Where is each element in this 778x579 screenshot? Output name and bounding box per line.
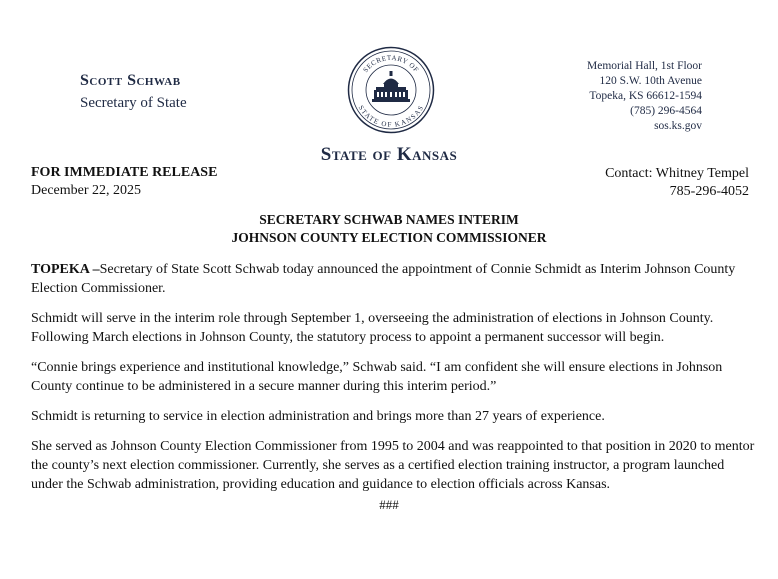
seal-bottom-text: STATE OF KANSAS — [356, 104, 426, 129]
agency-address-block — [587, 59, 702, 134]
state-seal-logo — [347, 46, 435, 134]
capitol-building-icon — [372, 71, 410, 102]
release-date: December 22, 2025 — [31, 183, 142, 198]
address-phone: (785) 296-4564 — [630, 105, 702, 117]
body-paragraph — [31, 260, 756, 298]
contact-phone: 785-296-4052 — [669, 184, 749, 199]
headline — [0, 211, 778, 247]
address-line: Topeka, KS 66612-1594 — [589, 90, 702, 102]
body-paragraph: Schmidt is returning to service in election administration and brings more than 27 years of experience. — [31, 409, 605, 424]
headline-line: JOHNSON COUNTY ELECTION COMMISSIONER — [231, 230, 547, 245]
contact-block — [605, 165, 749, 201]
sender-name: Scott Schwab — [80, 72, 181, 89]
address-website: sos.ks.gov — [654, 120, 702, 132]
headline-line: SECRETARY SCHWAB NAMES INTERIM — [259, 212, 519, 227]
seal-top-text: SECRETARY OF — [361, 53, 421, 75]
address-line: Memorial Hall, 1st Floor — [587, 60, 702, 72]
body-paragraph: She served as Johnson County Election Commissioner from 1995 to 2004 and was reappointed to that position in 2020 to mentor the county’s next election commissioner. Currently, she serves as a certified election training instructor, a program launched under the Schwab administration, providing education and guidance to election officials across Kansas. — [31, 439, 755, 492]
contact-name: Contact: Whitney Tempel — [605, 166, 749, 181]
sender-title: Secretary of State — [80, 95, 187, 111]
address-line: 120 S.W. 10th Avenue — [599, 75, 702, 87]
body-paragraph: Schmidt will serve in the interim role through September 1, overseeing the administration of elections in Johnson County. Following March elections in Johnson County, the statutory process to appoint a permanent successor will begin. — [31, 311, 714, 345]
body-paragraph: “Connie brings experience and institutional knowledge,” Schwab said. “I am confident she will ensure elections in Johnson County continue to be administered in a secure manner during this interim period.” — [31, 360, 723, 394]
paragraph-text: Secretary of State Scott Schwab today announced the appointment of Connie Schmidt as Interim Johnson County Election Commissioner. — [31, 262, 736, 296]
agency-name: State of Kansas — [320, 144, 458, 165]
dateline: TOPEKA – — [31, 262, 100, 277]
press-release-body — [31, 260, 756, 505]
end-mark: ### — [379, 497, 399, 512]
release-label: FOR IMMEDIATE RELEASE — [31, 165, 218, 180]
